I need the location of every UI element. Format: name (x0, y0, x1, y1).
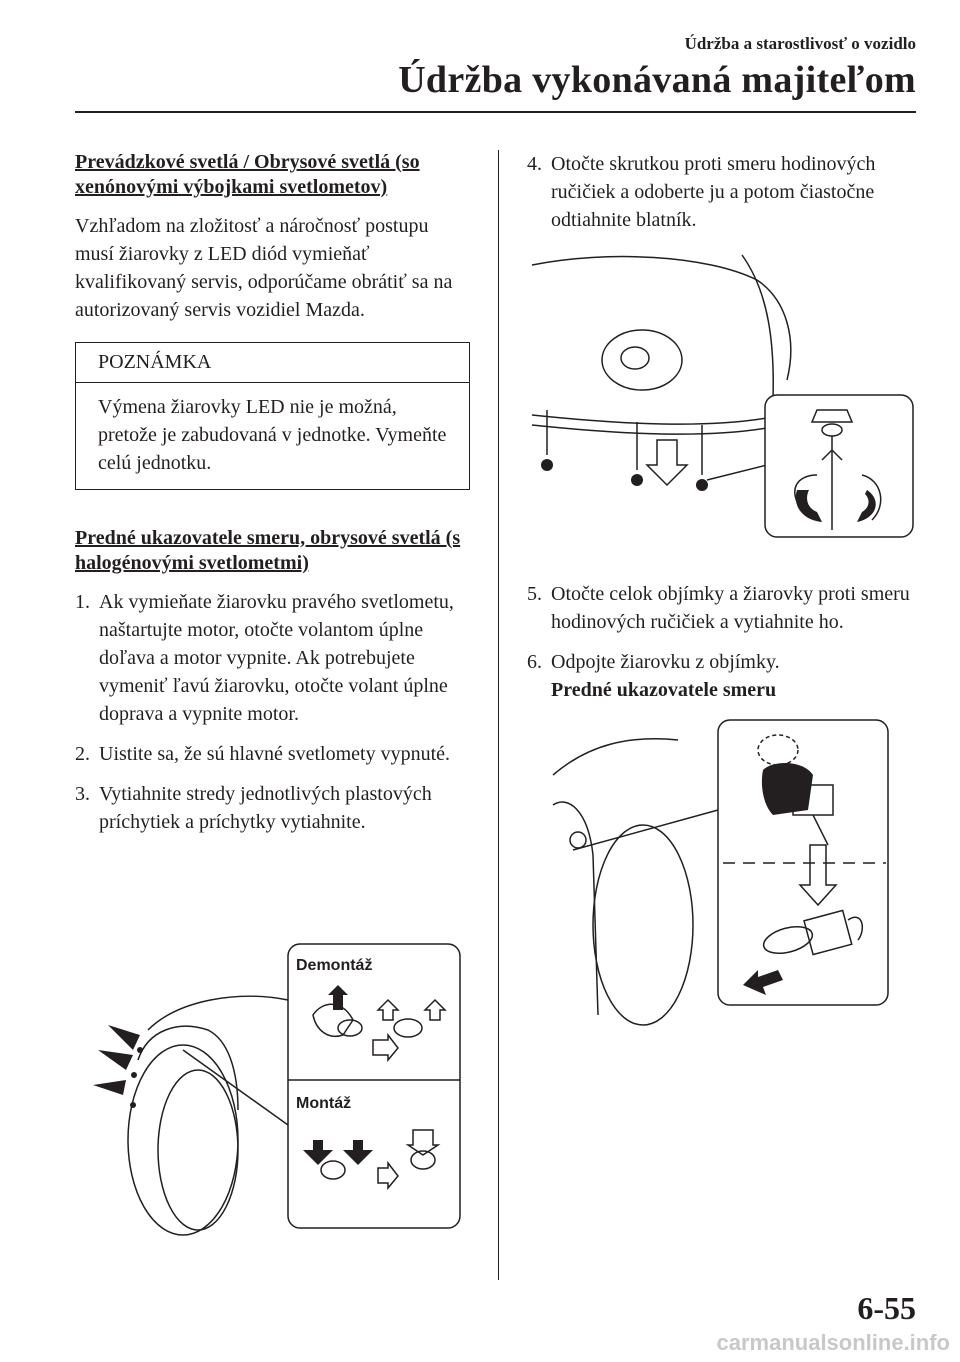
step-text: Otočte skrutkou proti smeru hodinových ručičiek a odoberte ju a potom čiastočne odtiahnite blatník. (551, 153, 876, 231)
turn-signal-bulb-illustration (548, 715, 893, 1035)
column-divider (498, 150, 499, 1280)
paragraph-led-service: Vzhľadom na zložitosť a náročnosť postupu musí žiarovky z LED diód vymieňať kvalifikovaný servis, odporúčame obrátiť sa na autorizovaný servis vozidiel Mazda. (75, 215, 453, 321)
step-item (527, 648, 922, 704)
page-title: Údržba vykonávaná majiteľom (398, 59, 916, 101)
page-number: 6-55 (857, 1290, 916, 1326)
note-title: POZNÁMKA (76, 343, 469, 383)
step-number: 3. (75, 783, 90, 805)
step-number: 5. (527, 583, 542, 605)
header-rule (75, 111, 916, 113)
step-item (527, 150, 922, 234)
steps-list-right-top (527, 150, 922, 234)
footer-watermark: carmanualsonline.info (716, 1330, 950, 1355)
install-label: Montáž (296, 1095, 352, 1112)
section-title: Údržba a starostlivosť o vozidlo (684, 34, 916, 53)
fender-clips-illustration (88, 940, 468, 1240)
step-item (75, 740, 470, 768)
note-body: Výmena žiarovky LED nie je možná, pretože je zabudovaná v jednotke. Vymeňte celú jednotku. (98, 396, 447, 474)
steps-list-left (75, 588, 470, 836)
footer (0, 1322, 960, 1362)
right-steps-bottom (527, 580, 922, 716)
step-number: 6. (527, 651, 542, 673)
step-subheading: Predné ukazovatele smeru (551, 679, 777, 701)
removal-label: Demontáž (296, 957, 373, 974)
step-text: Uistite sa, že sú hlavné svetlomety vypnuté. (99, 743, 451, 765)
step-number: 2. (75, 743, 90, 765)
screw-removal-illustration (527, 250, 917, 540)
heading-turn-signals-halogen: Predné ukazovatele smeru, obrysové svetlá (s halogénovými svetlometmi) (75, 527, 461, 574)
right-column (527, 150, 922, 246)
step-text: Odpojte žiarovku z objímky. (551, 651, 780, 673)
note-box (75, 342, 470, 490)
step-item (75, 588, 470, 728)
step-text: Vytiahnite stredy jednotlivých plastových príchytiek a príchytky vytiahnite. (99, 783, 432, 833)
step-text: Ak vymieňate žiarovku pravého svetlometu, naštartujte motor, otočte volantom úplne doľava a motor vypnite. Ak potrebujete vymeniť ľavú žiarovku, otočte volant úplne doprava a vypnite motor. (99, 591, 454, 725)
step-number: 4. (527, 153, 542, 175)
steps-list-right-bottom (527, 580, 922, 704)
step-text: Otočte celok objímky a žiarovky proti smeru hodinových ručičiek a vytiahnite ho. (551, 583, 910, 633)
step-number: 1. (75, 591, 90, 613)
step-item (527, 580, 922, 636)
heading-drl-xenon: Prevádzkové svetlá / Obrysové svetlá (so xenónovými výbojkami svetlometov) (75, 151, 420, 198)
step-item (75, 780, 470, 836)
left-column (75, 150, 470, 848)
